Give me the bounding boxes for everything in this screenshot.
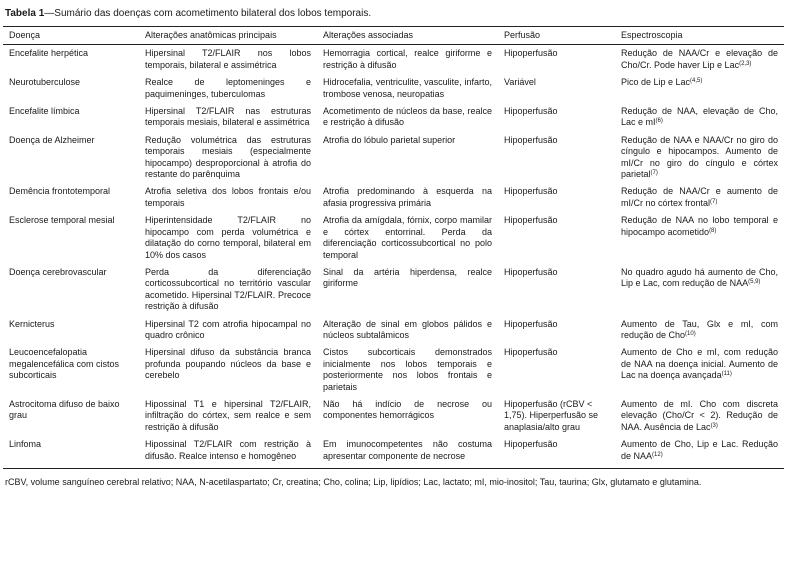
cell-perfusion xyxy=(498,183,615,212)
table-row xyxy=(3,344,784,396)
cell-perfusion xyxy=(498,436,615,468)
cell-disease-text: Esclerose temporal mesial xyxy=(9,215,115,226)
cell-spectroscopy xyxy=(615,396,784,436)
cell-perfusion-text: Hipoperfusão xyxy=(504,215,558,226)
cell-disease-text: Demência frontotemporal xyxy=(9,186,111,197)
cell-associated-text: Em imunocompetentes não costuma apresentar componente de necrose xyxy=(323,439,492,461)
reference-superscript: (10) xyxy=(685,330,696,337)
cell-disease xyxy=(3,45,139,74)
cell-perfusion-text: Hipoperfusão xyxy=(504,48,558,59)
cell-perfusion-text: Variável xyxy=(504,77,536,88)
cell-disease-text: Encefalite herpética xyxy=(9,48,89,59)
cell-perfusion xyxy=(498,45,615,74)
cell-anatomic xyxy=(139,264,317,316)
cell-perfusion xyxy=(498,316,615,345)
cell-associated xyxy=(317,344,498,396)
cell-spectroscopy xyxy=(615,74,784,103)
cell-spectroscopy-text: Pico de Lip e Lac xyxy=(621,77,691,88)
table-row xyxy=(3,103,784,132)
reference-superscript: (11) xyxy=(721,371,732,378)
reference-superscript: (2,3) xyxy=(739,60,752,67)
table-header xyxy=(3,27,784,45)
cell-disease xyxy=(3,212,139,264)
cell-disease-text: Astrocitoma difuso de baixo grau xyxy=(9,398,120,421)
cell-spectroscopy-text: Aumento de Cho e mI, com redução de NAA na doença inicial. Aumento de Lac na doença avançada xyxy=(621,347,778,381)
cell-spectroscopy-text: Redução de NAA/Cr e aumento de mI/Cr no córtex frontal xyxy=(621,186,778,208)
disease-summary-table xyxy=(3,26,784,469)
cell-disease-text: Neurotuberculose xyxy=(9,77,81,88)
table-row xyxy=(3,183,784,212)
cell-spectroscopy-text: Redução de NAA e NAA/Cr no giro do cíngulo e hipocampos. Aumento de mI/Cr no giro do cíngulo e córtex parietal xyxy=(621,134,778,180)
cell-disease xyxy=(3,436,139,468)
table-row xyxy=(3,212,784,264)
cell-disease-text: Leucoencefalopatia megalencefálica com cistos subcorticais xyxy=(9,347,120,381)
cell-perfusion xyxy=(498,344,615,396)
cell-anatomic xyxy=(139,316,317,345)
cell-perfusion xyxy=(498,132,615,184)
reference-superscript: (7) xyxy=(650,170,658,177)
cell-associated-text: Atrofia do lóbulo parietal superior xyxy=(323,134,456,145)
cell-disease-text: Doença de Alzheimer xyxy=(9,134,95,145)
table-header-row xyxy=(3,27,784,45)
cell-associated xyxy=(317,132,498,184)
cell-spectroscopy xyxy=(615,132,784,184)
cell-anatomic-text: Perda da diferenciação corticossubcortical no território vascular acometido. Hipersinal T2/FLAIR. Precoce restrição à difusão xyxy=(145,266,311,312)
cell-perfusion xyxy=(498,103,615,132)
cell-spectroscopy xyxy=(615,436,784,468)
cell-spectroscopy-text: No quadro agudo há aumento de Cho, Lip e Lac, com redução de NAA xyxy=(621,266,778,289)
cell-spectroscopy xyxy=(615,212,784,264)
cell-anatomic-text: Hiperintensidade T2/FLAIR no hipocampo com perda volumétrica e dilatação do corno temporal, bilateral em 10% dos casos xyxy=(145,215,311,260)
cell-anatomic-text: Hipossinal T1 e hipersinal T2/FLAIR, infiltração do córtex, sem realce e sem restrição à difusão xyxy=(145,398,311,432)
column-header-spectroscopy: Espectroscopia xyxy=(615,27,784,45)
cell-perfusion xyxy=(498,74,615,103)
reference-superscript: (12) xyxy=(652,451,663,458)
cell-perfusion-text: Hipoperfusão xyxy=(504,439,558,450)
cell-associated xyxy=(317,183,498,212)
cell-anatomic-text: Atrofia seletiva dos lobos frontais e/ou temporais xyxy=(145,186,311,208)
cell-associated xyxy=(317,264,498,316)
cell-anatomic xyxy=(139,436,317,468)
cell-disease xyxy=(3,264,139,316)
cell-spectroscopy-text: Redução de NAA/Cr e elevação de Cho/Cr. Pode haver Lip e Lac xyxy=(621,48,778,70)
cell-associated-text: Cistos subcorticais demonstrados inicialmente nos lobos temporais e posteriormente nos lobos frontais e parietais xyxy=(323,347,492,392)
cell-associated xyxy=(317,212,498,264)
table-row xyxy=(3,436,784,468)
table-row xyxy=(3,316,784,345)
cell-anatomic-text: Hipossinal T2/FLAIR com restrição à difusão. Realce intenso e homogêneo xyxy=(145,439,311,461)
cell-perfusion-text: Hipoperfusão xyxy=(504,318,558,329)
cell-associated xyxy=(317,103,498,132)
cell-perfusion-text: Hipoperfusão xyxy=(504,347,558,358)
cell-spectroscopy-text: Aumento de Tau, Glx e mI, com redução de Cho xyxy=(621,318,778,340)
cell-anatomic xyxy=(139,183,317,212)
cell-perfusion xyxy=(498,264,615,316)
cell-disease-text: Kernicterus xyxy=(9,318,55,329)
cell-associated-text: Atrofia da amígdala, fórnix, corpo mamilar e córtex entorrinal. Perda da diferenciação corticossubcortical no polo temporal xyxy=(323,215,492,260)
cell-associated xyxy=(317,74,498,103)
cell-associated xyxy=(317,316,498,345)
cell-anatomic-text: Hipersinal T2/FLAIR nos lobos temporais, bilateral e assimétrica xyxy=(145,48,311,70)
cell-spectroscopy-text: Aumento de Cho, Lip e Lac. Redução de NAA xyxy=(621,439,778,461)
cell-anatomic-text: Hipersinal T2 com atrofia hipocampal no quadro crônico xyxy=(145,318,311,340)
table-footnote: rCBV, volume sanguíneo cerebral relativo; NAA, N-acetilaspartato; Cr, creatina; Cho, colina; Lip, lipídios; Lac, lactato; mI, mio-inositol; Tau, taurina; Glx, glutamato e glutamina. xyxy=(5,477,702,487)
cell-anatomic xyxy=(139,74,317,103)
cell-anatomic-text: Redução volumétrica das estruturas temporais mesiais (especialmente hipocampo) desproporcional à atrofia do restante do parênquima xyxy=(145,134,311,180)
cell-anatomic xyxy=(139,396,317,436)
cell-disease xyxy=(3,396,139,436)
table-caption-text: —Sumário das doenças com acometimento bilateral dos lobos temporais. xyxy=(44,8,372,19)
cell-anatomic-text: Hipersinal T2/FLAIR nas estruturas temporais mesiais, bilateral e assimétrica xyxy=(145,106,311,128)
table-caption-label: Tabela 1 xyxy=(5,8,45,19)
cell-associated-text: Sinal da artéria hiperdensa, realce giriforme xyxy=(323,266,492,289)
table-row xyxy=(3,74,784,103)
cell-spectroscopy xyxy=(615,45,784,74)
cell-anatomic-text: Hipersinal difuso da substância branca profunda poupando núcleos da base e cerebelo xyxy=(145,347,311,381)
cell-perfusion xyxy=(498,212,615,264)
cell-spectroscopy xyxy=(615,183,784,212)
cell-disease xyxy=(3,103,139,132)
cell-spectroscopy xyxy=(615,264,784,316)
table-row xyxy=(3,45,784,74)
cell-associated xyxy=(317,436,498,468)
cell-anatomic xyxy=(139,212,317,264)
cell-disease xyxy=(3,183,139,212)
cell-disease-text: Linfoma xyxy=(9,439,42,450)
table-row xyxy=(3,264,784,316)
reference-superscript: (3) xyxy=(710,422,718,429)
column-header-associated: Alterações associadas xyxy=(317,27,498,45)
cell-anatomic-text: Realce de leptomeninges e paquimeninges, tuberculomas xyxy=(145,77,311,99)
cell-disease-text: Doença cerebrovascular xyxy=(9,266,107,277)
cell-disease xyxy=(3,316,139,345)
cell-perfusion-text: Hipoperfusão (rCBV < 1,75). Hiperperfusão se anaplasia/alto grau xyxy=(504,398,599,432)
cell-anatomic xyxy=(139,132,317,184)
cell-disease-text: Encefalite límbica xyxy=(9,106,80,117)
cell-spectroscopy xyxy=(615,316,784,345)
cell-perfusion xyxy=(498,396,615,436)
column-header-anatomic: Alterações anatômicas principais xyxy=(139,27,317,45)
cell-anatomic xyxy=(139,344,317,396)
cell-perfusion-text: Hipoperfusão xyxy=(504,134,558,145)
reference-superscript: (5,9) xyxy=(748,279,761,286)
table-body xyxy=(3,45,784,469)
cell-spectroscopy-text: Aumento de mI. Cho com discreta elevação (Cho/Cr < 2). Redução de NAA. Ausência de Lac xyxy=(621,398,778,432)
cell-disease xyxy=(3,344,139,396)
table-caption xyxy=(5,7,784,20)
cell-perfusion-text: Hipoperfusão xyxy=(504,106,558,117)
cell-associated xyxy=(317,45,498,74)
cell-disease xyxy=(3,74,139,103)
cell-perfusion-text: Hipoperfusão xyxy=(504,266,558,277)
column-header-disease: Doença xyxy=(3,27,139,45)
reference-superscript: (6) xyxy=(655,118,663,125)
reference-superscript: (7) xyxy=(710,198,718,205)
cell-spectroscopy xyxy=(615,103,784,132)
cell-associated-text: Hidrocefalia, ventriculite, vasculite, infarto, trombose venosa, neuropatias xyxy=(323,77,492,99)
cell-associated-text: Alteração de sinal em globos pálidos e núcleos subtalâmicos xyxy=(323,318,492,340)
cell-anatomic xyxy=(139,45,317,74)
cell-associated-text: Hemorragia cortical, realce giriforme e restrição à difusão xyxy=(323,48,492,70)
table-row xyxy=(3,396,784,436)
reference-superscript: (4,5) xyxy=(690,78,703,85)
reference-superscript: (8) xyxy=(709,227,717,234)
cell-associated-text: Acometimento de núcleos da base, realce e restrição à difusão xyxy=(323,106,492,128)
cell-perfusion-text: Hipoperfusão xyxy=(504,186,558,197)
cell-spectroscopy-text: Redução de NAA no lobo temporal e hipocampo acometido xyxy=(621,215,778,237)
column-header-perfusion: Perfusão xyxy=(498,27,615,45)
cell-spectroscopy-text: Redução de NAA, elevação de Cho, Lac e mI xyxy=(621,106,778,128)
cell-associated-text: Atrofia predominando à esquerda na afasia progressiva primária xyxy=(323,186,492,208)
cell-anatomic xyxy=(139,103,317,132)
cell-spectroscopy xyxy=(615,344,784,396)
table-row xyxy=(3,132,784,184)
cell-associated-text: Não há indício de necrose ou componentes hemorrágicos xyxy=(323,398,492,421)
cell-associated xyxy=(317,396,498,436)
cell-disease xyxy=(3,132,139,184)
